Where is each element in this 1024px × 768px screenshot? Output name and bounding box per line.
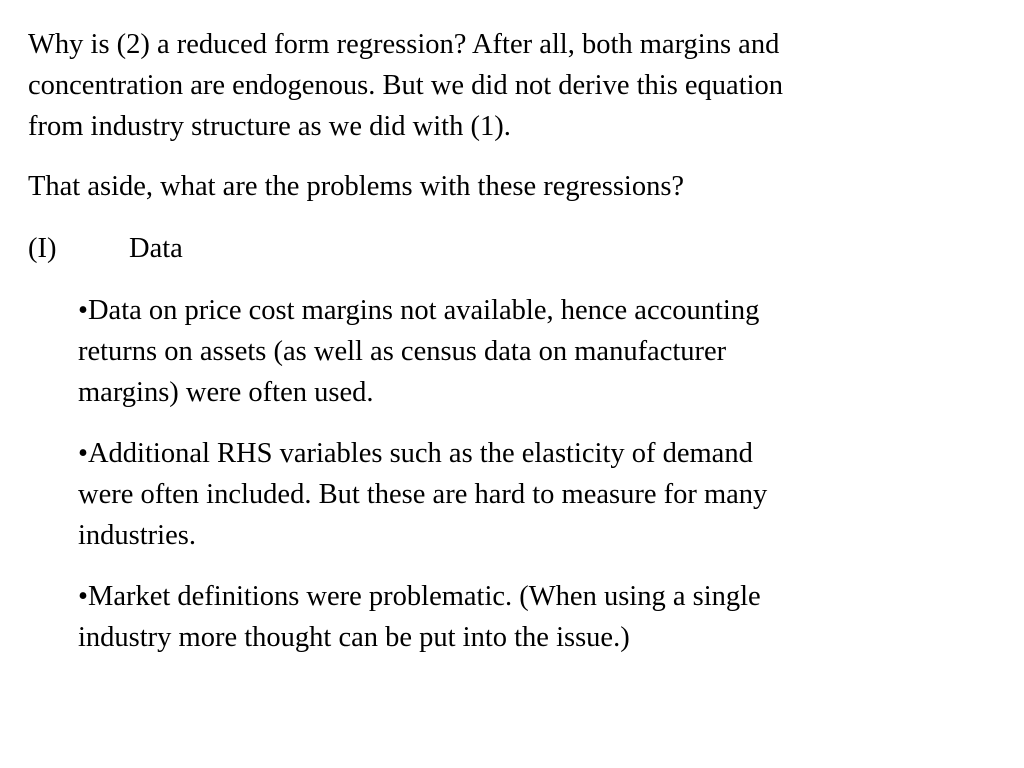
bullet-line: •Additional RHS variables such as the elasticity of demand (78, 438, 753, 469)
bullet-item-market-definitions (78, 576, 761, 658)
bullet-line: industries. (78, 520, 196, 551)
section-number: (I) (28, 233, 57, 264)
intro-paragraph (28, 24, 783, 147)
bullet-item-rhs-variables (78, 433, 767, 556)
intro-line: concentration are endogenous. But we did not derive this equation (28, 70, 784, 101)
question-paragraph: That aside, what are the problems with these regressions? (28, 171, 685, 202)
bullet-line: industry more thought can be put into the issue.) (78, 622, 630, 653)
section-title: Data (129, 233, 183, 264)
bullet-line: margins) were often used. (78, 377, 374, 408)
bullet-line: were often included. But these are hard to measure for many (78, 479, 768, 510)
bullet-line: •Market definitions were problematic. (When using a single (78, 581, 761, 612)
intro-line: from industry structure as we did with (1). (28, 111, 511, 142)
intro-line: Why is (2) a reduced form regression? After all, both margins and (28, 29, 780, 60)
bullet-item-price-cost-margins (78, 290, 759, 413)
section-heading (28, 228, 183, 269)
bullet-line: returns on assets (as well as census data on manufacturer (78, 336, 727, 367)
bullet-line: •Data on price cost margins not available, hence accounting (78, 295, 760, 326)
